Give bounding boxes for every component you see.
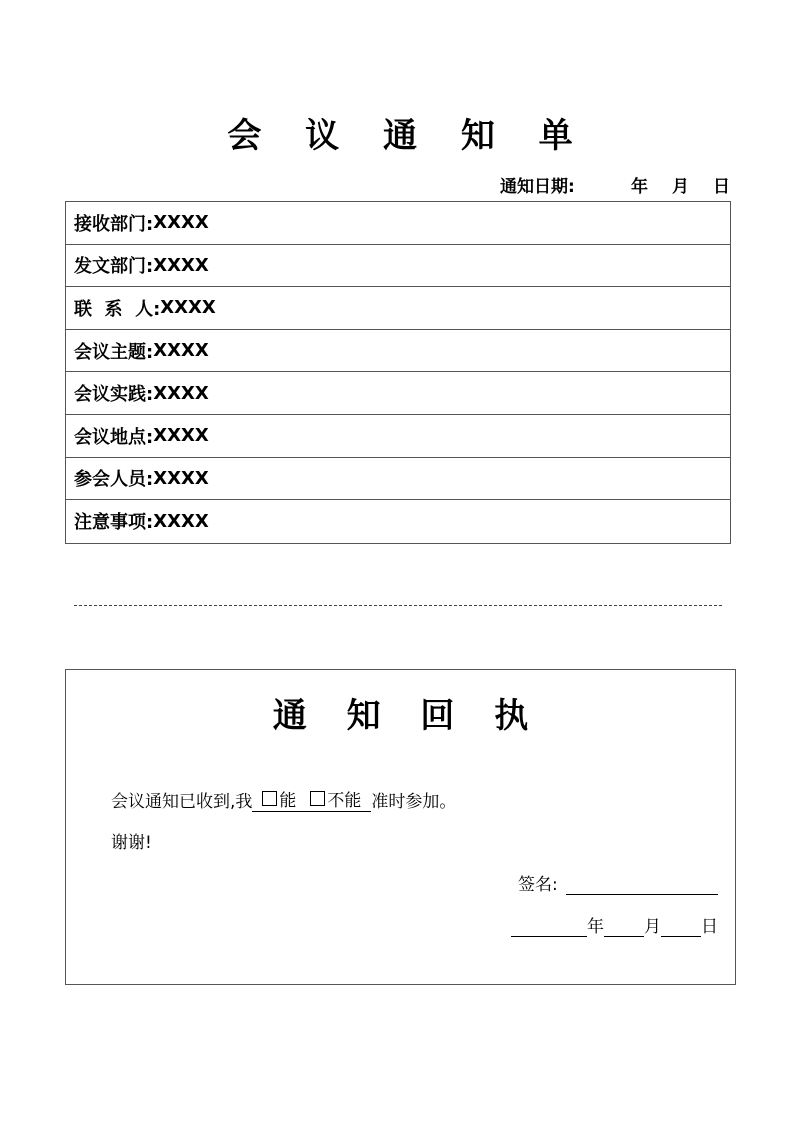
table-row bbox=[66, 287, 730, 330]
table-row bbox=[66, 500, 730, 543]
thanks-text: 谢谢! bbox=[111, 833, 152, 853]
row-label: 会议实践: bbox=[74, 384, 154, 406]
table-row bbox=[66, 202, 730, 245]
signature-label: 签名: bbox=[518, 875, 558, 895]
row-label: 会议地点: bbox=[74, 426, 154, 448]
signature-row bbox=[518, 870, 718, 895]
row-value: XXXX bbox=[153, 382, 209, 404]
row-value: XXXX bbox=[160, 297, 216, 319]
row-label: 参会人员: bbox=[74, 469, 154, 491]
table-row bbox=[66, 245, 730, 288]
table-row bbox=[66, 372, 730, 415]
receipt-title: 通 知 回 执 bbox=[272, 696, 543, 736]
row-label: 发文部门: bbox=[74, 256, 154, 278]
date-year-unit: 年 bbox=[631, 177, 648, 197]
attendance-options bbox=[252, 786, 371, 812]
cannot-attend-checkbox[interactable] bbox=[310, 791, 325, 806]
attendance-line bbox=[111, 786, 456, 812]
can-attend-checkbox[interactable] bbox=[262, 791, 277, 806]
row-label: 会议主题: bbox=[74, 341, 154, 363]
notice-info-table bbox=[65, 201, 731, 544]
notice-title: 会 议 通 知 单 bbox=[227, 116, 589, 156]
row-value: XXXX bbox=[153, 212, 209, 234]
receipt-month-unit: 月 bbox=[644, 917, 661, 937]
receipt-day-unit: 日 bbox=[701, 917, 718, 937]
receipt-date-row bbox=[511, 912, 718, 937]
month-field[interactable] bbox=[604, 918, 644, 937]
row-value: XXXX bbox=[153, 254, 209, 276]
row-label: 注意事项: bbox=[74, 512, 154, 534]
signature-field[interactable] bbox=[566, 876, 718, 895]
year-field[interactable] bbox=[511, 918, 587, 937]
cannot-attend-label: 不能 bbox=[327, 791, 362, 811]
row-label: 接收部门: bbox=[74, 213, 154, 235]
cut-line-divider bbox=[74, 605, 722, 606]
row-value: XXXX bbox=[153, 425, 209, 447]
notice-date-row bbox=[500, 172, 730, 197]
receipt-box bbox=[65, 669, 736, 985]
day-field[interactable] bbox=[661, 918, 701, 937]
date-month-unit: 月 bbox=[672, 177, 689, 197]
date-day-unit: 日 bbox=[713, 177, 730, 197]
attendance-suffix: 准时参加。 bbox=[371, 792, 457, 812]
receipt-year-unit: 年 bbox=[587, 917, 604, 937]
table-row bbox=[66, 458, 730, 501]
can-attend-label: 能 bbox=[279, 791, 297, 811]
table-row bbox=[66, 415, 730, 458]
notice-date-label: 通知日期: bbox=[500, 177, 575, 197]
attendance-prefix: 会议通知已收到,我 bbox=[111, 792, 253, 812]
row-label: 联 系 人: bbox=[74, 298, 161, 320]
row-value: XXXX bbox=[153, 510, 209, 532]
table-row bbox=[66, 330, 730, 373]
row-value: XXXX bbox=[153, 340, 209, 362]
row-value: XXXX bbox=[153, 467, 209, 489]
